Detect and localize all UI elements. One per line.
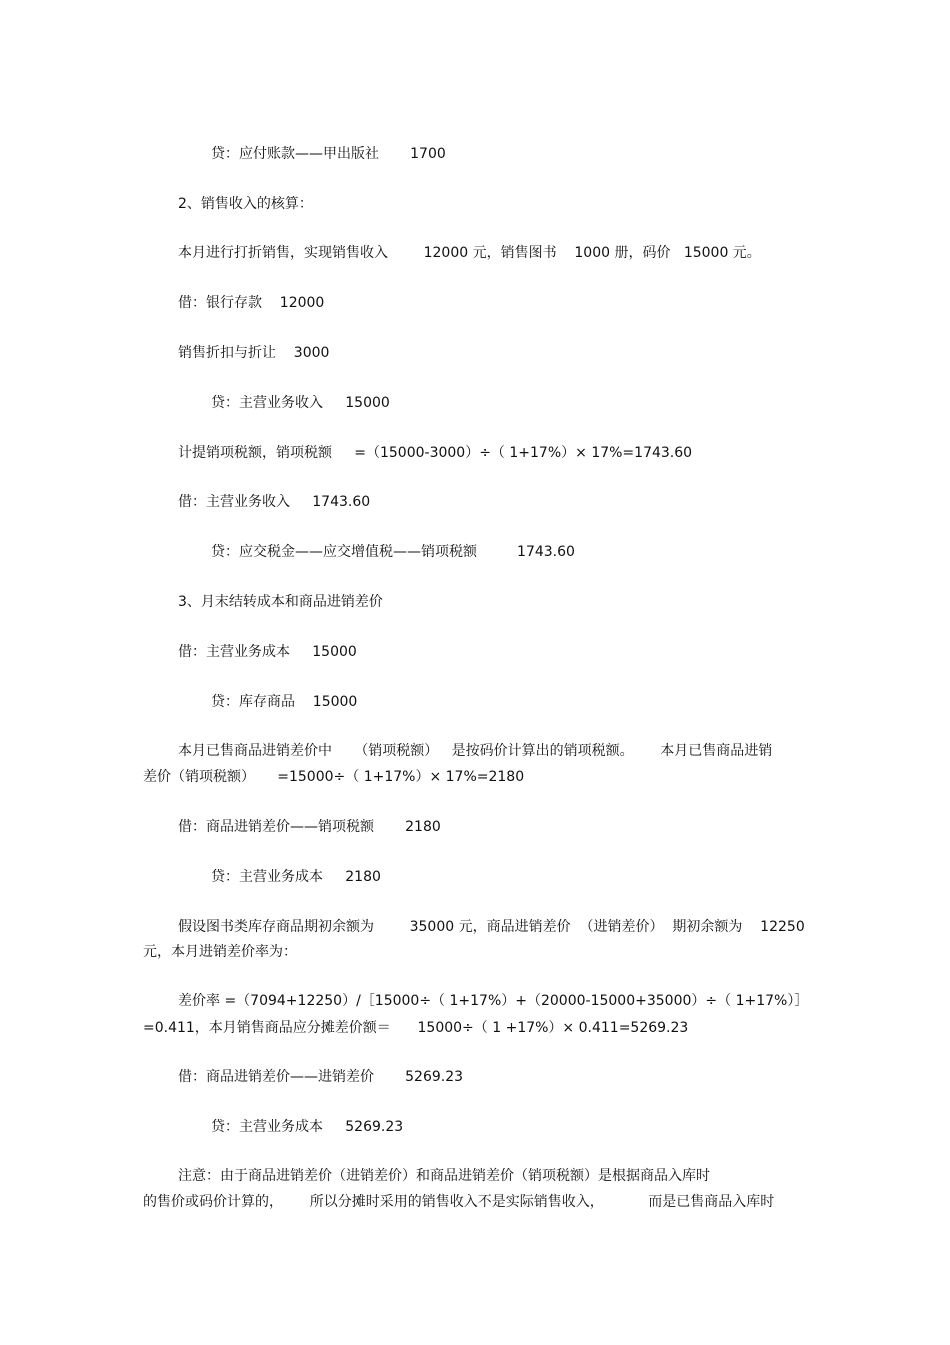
note-line: 的售价或码价计算的， 所以分摊时采用的销售收入不是实际销售收入， 而是已售商品入库时 [143, 1194, 775, 1210]
text-line: 贷：应交税金——应交增值税——销项税额 1743.60 [211, 544, 575, 560]
text-line: 借：商品进销差价——销项税额 2180 [178, 819, 441, 835]
text-line: 计提销项税额，销项税额 =（15000-3000）÷（ 1+17%）× 17%=1743.60 [178, 445, 693, 461]
text-line: 贷：库存商品 15000 [211, 694, 358, 710]
text-line: 本月进行打折销售，实现销售收入 12000 元，销售图书 1000 册，码价 15000 元。 [178, 245, 761, 261]
text-line: 销售折扣与折让 3000 [178, 345, 330, 361]
text-line: 假设图书类库存商品期初余额为 35000 元，商品进销差价 （进销差价） 期初余额为 12250 [178, 919, 805, 935]
note-line: 注意：由于商品进销差价（进销差价）和商品进销差价（销项税额）是根据商品入库时 [178, 1168, 710, 1184]
text-line: 借：商品进销差价——进销差价 5269.23 [178, 1069, 464, 1085]
text-line: 贷：主营业务收入 15000 [211, 395, 390, 411]
section-heading: 3、月末结转成本和商品进销差价 [178, 594, 383, 610]
formula-line: =0.411，本月销售商品应分摊差价额＝ 15000÷（ 1 +17%）× 0.411=5269.23 [143, 1020, 689, 1036]
text-line: 本月已售商品进销差价中 （销项税额） 是按码价计算出的销项税额。 本月已售商品进销 [178, 743, 773, 759]
text-line: 借：主营业务收入 1743.60 [178, 494, 371, 510]
text-line: 借：银行存款 12000 [178, 295, 325, 311]
text-line: 元，本月进销差价率为： [143, 944, 297, 960]
text-line: 差价（销项税额） =15000÷（ 1+17%）× 17%=2180 [143, 769, 525, 785]
text-line: 贷：应付账款——甲出版社 1700 [211, 146, 446, 162]
text-line: 贷：主营业务成本 2180 [211, 869, 381, 885]
formula-line: 差价率 =（7094+12250）/［15000÷（ 1+17%）+（20000-15000+35000）÷（ 1+17%）］ [178, 993, 809, 1009]
text-line: 贷：主营业务成本 5269.23 [211, 1119, 404, 1135]
section-heading: 2、销售收入的核算： [178, 196, 313, 212]
text-line: 借：主营业务成本 15000 [178, 644, 357, 660]
